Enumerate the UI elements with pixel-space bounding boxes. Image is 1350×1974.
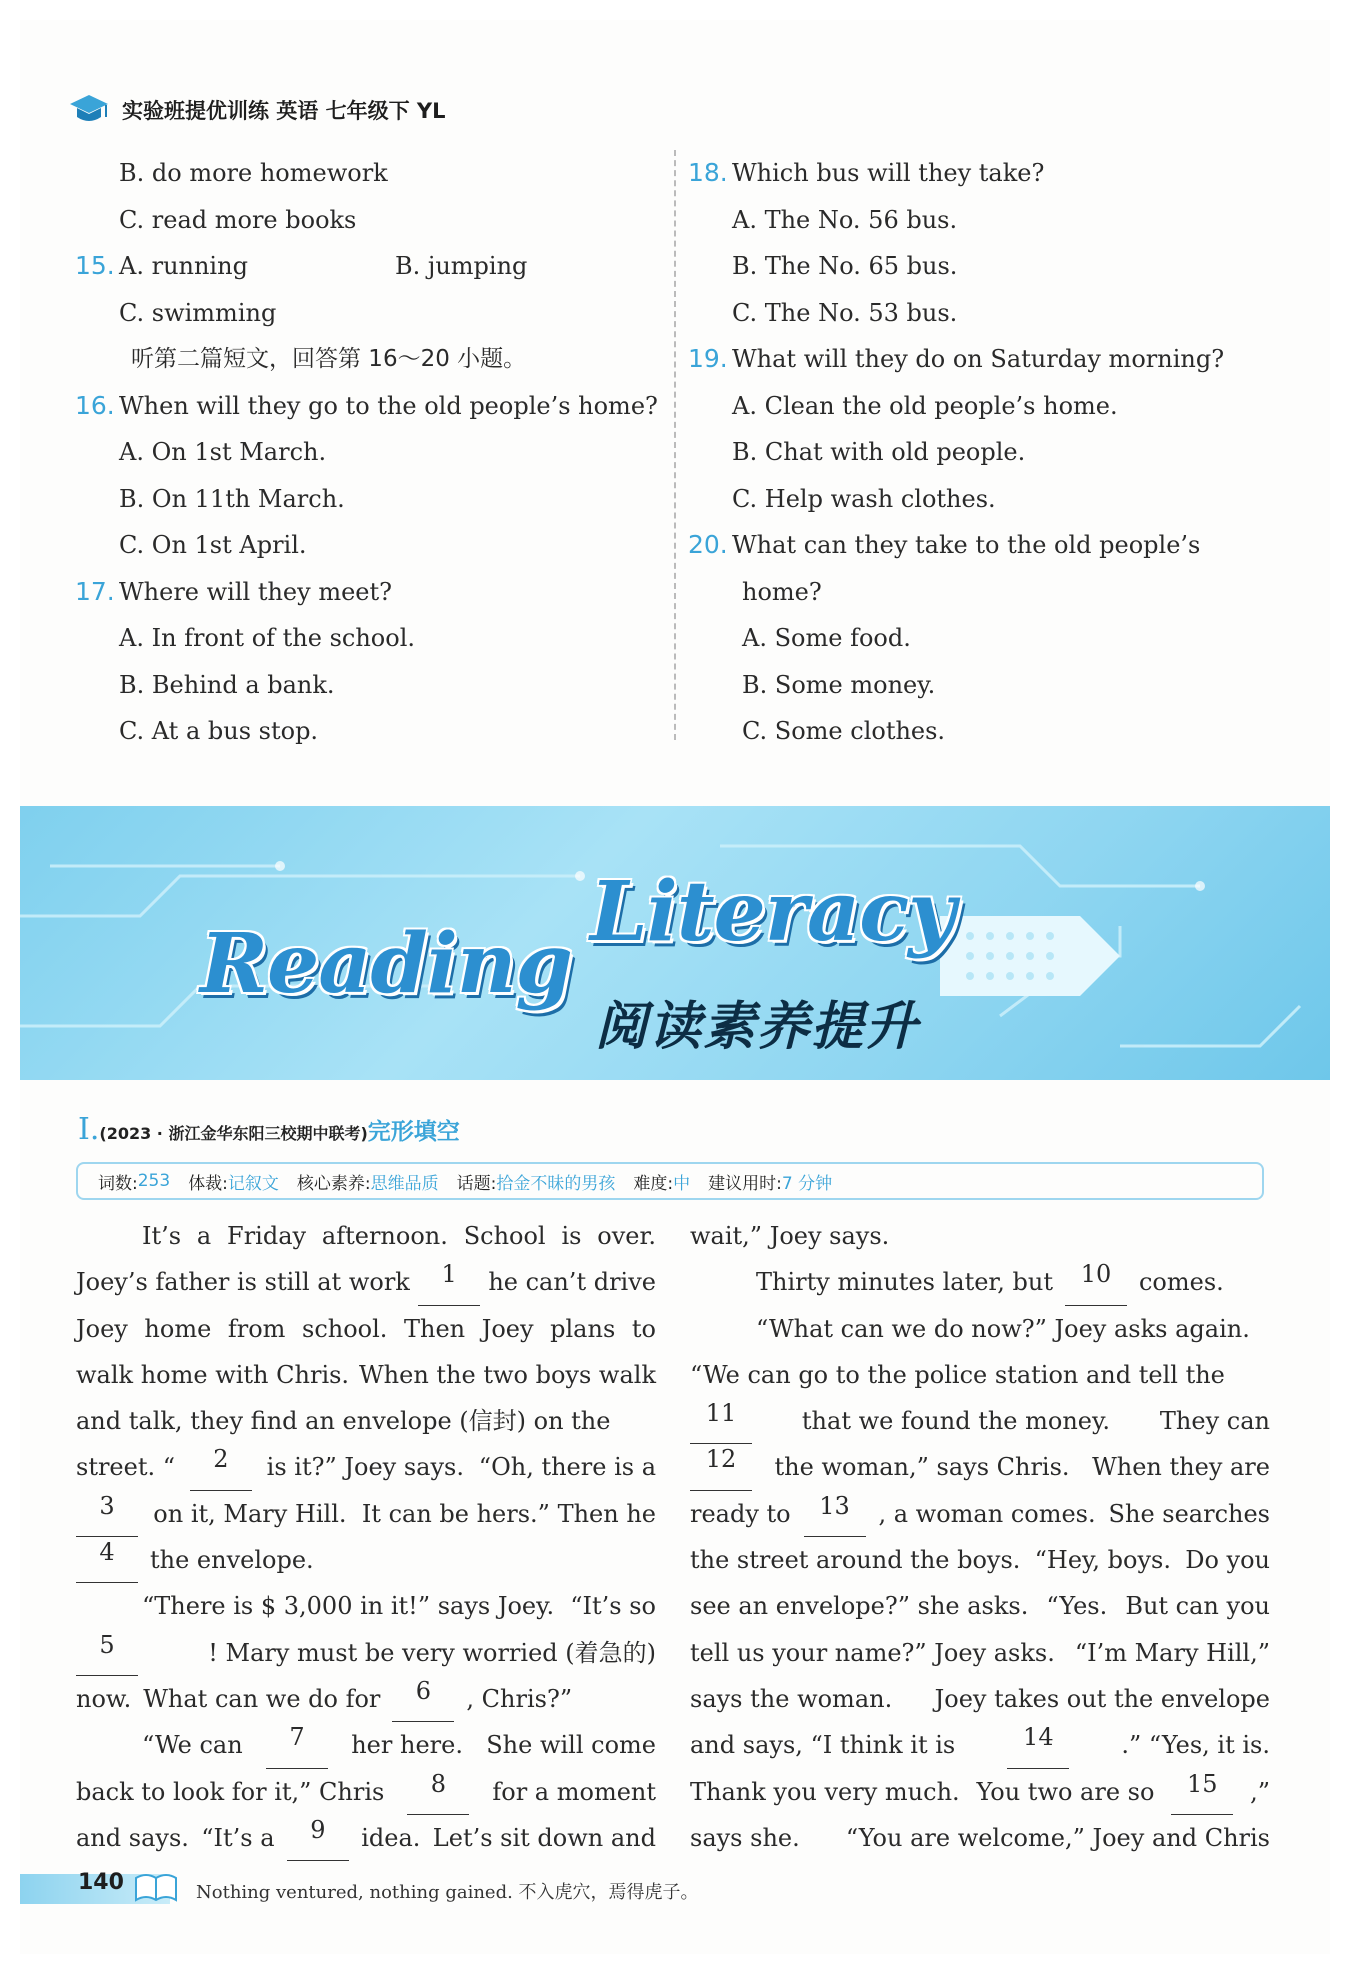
- passage-line: [690, 1491, 1270, 1537]
- passage-line: [76, 1815, 656, 1861]
- passage-text: says she.: [690, 1823, 800, 1852]
- passage-text: to: [631, 1314, 656, 1343]
- question-line: [688, 662, 1278, 709]
- passage-text: Joey: [481, 1314, 534, 1343]
- cloze-blank-1[interactable]: 1: [418, 1259, 480, 1305]
- cloze-blank-10[interactable]: 10: [1065, 1259, 1127, 1305]
- passage-text: “It’s so: [570, 1592, 656, 1621]
- page-footer: [20, 1864, 1330, 1924]
- passage-text: school.: [302, 1314, 388, 1343]
- passage-text: back to look for it,” Chris: [76, 1777, 385, 1806]
- passage-line: [690, 1676, 1270, 1722]
- passage-text: Friday: [227, 1222, 307, 1250]
- question-line: [75, 662, 665, 709]
- passage-text: When the two boys walk: [359, 1360, 656, 1389]
- passage-line: [690, 1213, 1270, 1259]
- cloze-blank-4[interactable]: 4: [76, 1537, 138, 1583]
- passage-text: “There is $ 3,000 in it!” says Joey.: [142, 1592, 555, 1621]
- passage-text: Joey takes out the envelope: [934, 1684, 1270, 1713]
- cloze-blank-15[interactable]: 15: [1171, 1769, 1233, 1815]
- passage-line: [690, 1537, 1270, 1583]
- banner-word-literacy: Literacy: [590, 864, 955, 960]
- question-line: [75, 243, 665, 290]
- passage-line: [690, 1815, 1270, 1861]
- question-number: 19.: [688, 344, 728, 373]
- passage-text: “What can we do now?” Joey asks again.: [756, 1314, 1250, 1343]
- cloze-blank-3[interactable]: 3: [76, 1491, 138, 1537]
- answer-option[interactable]: A. Clean the old people’s home.: [732, 391, 1118, 420]
- passage-text: , a woman comes.: [878, 1499, 1096, 1528]
- question-line: [688, 708, 1278, 755]
- cloze-blank-12[interactable]: 12: [690, 1444, 752, 1490]
- passage-text: Thank you very much.: [690, 1777, 960, 1806]
- question-line: [75, 290, 665, 337]
- answer-option[interactable]: A. Some food.: [742, 624, 911, 652]
- question-line: [688, 290, 1278, 337]
- passage-line: [690, 1352, 1270, 1398]
- question-line: [75, 708, 665, 755]
- passage-text: says the woman.: [690, 1684, 893, 1713]
- question-line: [688, 150, 1278, 197]
- answer-option[interactable]: B. The No. 65 bus.: [732, 252, 958, 280]
- passage-text: the envelope.: [150, 1546, 314, 1575]
- cloze-passage-right: [690, 1213, 1270, 1861]
- cloze-blank-2[interactable]: 2: [190, 1444, 252, 1490]
- section-type: 完形填空: [367, 1119, 460, 1145]
- question-line: [688, 336, 1278, 383]
- passage-line: [76, 1722, 656, 1768]
- passage-text: for a moment: [492, 1777, 656, 1806]
- passage-text: You two are so: [976, 1777, 1155, 1806]
- question-number: 15.: [75, 251, 115, 280]
- passage-text: It can be hers.” Then he: [361, 1499, 656, 1528]
- banner-word-reading: Reading: [200, 916, 572, 1012]
- answer-option[interactable]: C. On 1st April.: [119, 531, 307, 559]
- passage-text: “Hey, boys.: [1034, 1546, 1171, 1575]
- cloze-blank-14[interactable]: 14: [1007, 1722, 1069, 1768]
- page-number: 140: [78, 1870, 124, 1895]
- answer-option[interactable]: C. Help wash clothes.: [732, 484, 996, 513]
- question-line: [75, 522, 665, 569]
- passage-text: Thirty minutes later, but: [756, 1268, 1053, 1297]
- question-line: [688, 429, 1278, 476]
- cloze-blank-7[interactable]: 7: [266, 1722, 328, 1768]
- passage-text: wait,” Joey says.: [690, 1222, 890, 1250]
- passage-text: ready to: [690, 1499, 791, 1528]
- cloze-blank-8[interactable]: 8: [407, 1769, 469, 1815]
- book-title: 实验班提优训练 英语 七年级下 YL: [122, 99, 446, 123]
- answer-option[interactable]: C. The No. 53 bus.: [732, 298, 958, 327]
- question-line: [75, 197, 665, 244]
- passage-line: [76, 1537, 656, 1583]
- passage-line: [76, 1444, 656, 1490]
- question-line: [75, 150, 665, 197]
- passage-text: Do you: [1185, 1546, 1270, 1575]
- banner-chinese-title: 阅读素养提升: [595, 997, 920, 1057]
- cloze-passage-left: [76, 1213, 656, 1861]
- passage-line: [76, 1583, 656, 1629]
- question-line: [75, 429, 665, 476]
- info-key: 核心素养:: [296, 1173, 371, 1194]
- question-line: [688, 197, 1278, 244]
- graduation-cap-icon: [68, 93, 110, 127]
- question-line: [75, 383, 665, 430]
- info-key: 词数:: [98, 1173, 138, 1194]
- open-book-icon: [132, 1866, 180, 1906]
- passage-text: over.: [597, 1222, 656, 1250]
- passage-text: What can we do for: [143, 1684, 381, 1713]
- question-text: What will they do on Saturday morning?: [732, 345, 1225, 373]
- info-value: 中: [673, 1173, 691, 1194]
- info-value: 7 分钟: [781, 1173, 833, 1194]
- question-number: 17.: [75, 576, 115, 606]
- passage-text: “It’s a: [201, 1823, 275, 1852]
- question-line: [688, 522, 1278, 569]
- passage-line: [76, 1630, 656, 1676]
- listening-instruction: 听第二篇短文，回答第 16～20 小题。: [131, 346, 527, 372]
- passage-text: a: [196, 1222, 212, 1250]
- answer-option[interactable]: B. Some money.: [742, 670, 936, 699]
- passage-text: is it?” Joey says.: [266, 1453, 464, 1482]
- passage-text: he can’t drive: [488, 1268, 656, 1297]
- passage-line: [690, 1444, 1270, 1490]
- passage-text: When they are: [1092, 1453, 1270, 1482]
- question-line: [688, 476, 1278, 523]
- info-value: 253: [137, 1171, 171, 1191]
- section-source: (2023 · 浙江金华东阳三校期中联考): [99, 1124, 368, 1143]
- reading-literacy-banner: [20, 806, 1330, 1080]
- question-line: [688, 383, 1278, 430]
- passage-line: [690, 1259, 1270, 1305]
- info-key: 建议用时:: [708, 1173, 782, 1194]
- section-title: [78, 1112, 460, 1147]
- passage-text: School: [463, 1222, 546, 1250]
- passage-text: Joey: [76, 1314, 128, 1343]
- passage-text: It’s: [142, 1222, 182, 1250]
- cloze-blank-6[interactable]: 6: [392, 1676, 454, 1722]
- passage-text: the woman,” says Chris.: [774, 1453, 1070, 1482]
- passage-line: [690, 1398, 1270, 1444]
- cloze-blank-9[interactable]: 9: [287, 1815, 349, 1861]
- passage-line: [690, 1630, 1270, 1676]
- passage-line: [76, 1213, 656, 1259]
- passage-text: now.: [76, 1684, 132, 1713]
- question-line: [688, 615, 1278, 662]
- passage-text: “I’m Mary Hill,”: [1074, 1638, 1270, 1667]
- cloze-blank-5[interactable]: 5: [76, 1630, 138, 1676]
- listening-questions-right: [688, 150, 1278, 755]
- passage-text: see an envelope?” she asks.: [690, 1592, 1029, 1621]
- passage-text: her here.: [351, 1731, 463, 1760]
- passage-text: ! Mary must be very worried (着急的): [208, 1638, 656, 1667]
- passage-text: But can you: [1125, 1592, 1270, 1621]
- passage-text: Let’s sit down and: [432, 1823, 656, 1852]
- question-number: 16.: [75, 390, 115, 420]
- answer-option[interactable]: A. The No. 56 bus.: [732, 205, 958, 234]
- passage-line: [690, 1306, 1270, 1352]
- passage-text: ,”: [1250, 1777, 1270, 1806]
- passage-text: “We can: [142, 1731, 243, 1760]
- listening-questions-left: [75, 150, 665, 755]
- passage-text: home: [144, 1314, 212, 1343]
- passage-text: “You are welcome,” Joey and Chris: [845, 1823, 1270, 1852]
- footer-motto: Nothing ventured, nothing gained. 不入虎穴，焉得虎子。: [196, 1882, 699, 1903]
- question-number: 18.: [688, 158, 728, 187]
- passage-text: afternoon.: [321, 1222, 448, 1250]
- passage-text: “Oh, there is a: [478, 1453, 656, 1482]
- passage-text: She searches: [1108, 1499, 1270, 1528]
- passage-line: [76, 1769, 656, 1815]
- answer-option[interactable]: B. do more homework: [119, 159, 388, 187]
- passage-text: comes.: [1138, 1268, 1224, 1297]
- answer-option[interactable]: C. read more books: [119, 205, 357, 234]
- passage-text: street. “: [76, 1453, 176, 1482]
- passage-line: [690, 1769, 1270, 1815]
- passage-line: [76, 1491, 656, 1537]
- answer-option[interactable]: B. On 11th March.: [119, 484, 345, 513]
- passage-text: They can: [1159, 1407, 1270, 1436]
- answer-option[interactable]: A. On 1st March.: [119, 438, 327, 466]
- answer-option[interactable]: B. Behind a bank.: [119, 670, 335, 699]
- passage-text: .” “Yes, it is.: [1121, 1731, 1270, 1760]
- question-line: [75, 569, 665, 616]
- info-value: 思维品质: [370, 1173, 439, 1194]
- info-key: 话题:: [456, 1173, 497, 1194]
- answer-option[interactable]: C. At a bus stop.: [119, 717, 319, 745]
- passage-text: walk home with Chris.: [76, 1360, 350, 1389]
- passage-text: the street around the boys.: [690, 1546, 1021, 1575]
- question-text: Where will they meet?: [119, 577, 392, 606]
- info-value: 拾金不昧的男孩: [496, 1173, 616, 1194]
- passage-text: from: [227, 1314, 286, 1343]
- page-header: [68, 88, 446, 132]
- cloze-blank-13[interactable]: 13: [804, 1491, 866, 1537]
- passage-line: [76, 1352, 656, 1398]
- passage-text: plans: [550, 1314, 616, 1343]
- question-text: When will they go to the old people’s home?: [119, 391, 658, 420]
- passage-text: idea.: [361, 1823, 421, 1852]
- passage-line: [690, 1722, 1270, 1768]
- passage-text: “We can go to the police station and tell the: [690, 1360, 1225, 1389]
- passage-info-bar: [76, 1162, 1264, 1200]
- passage-text: is: [561, 1222, 582, 1250]
- question-number: 20.: [688, 530, 728, 559]
- passage-line: [76, 1676, 656, 1722]
- question-line: [688, 569, 1278, 616]
- passage-text: and says.: [76, 1823, 189, 1852]
- passage-text: , Chris?”: [466, 1684, 573, 1713]
- question-text: Which bus will they take?: [732, 159, 1045, 187]
- question-line: [75, 336, 665, 383]
- passage-text: Joey’s father is still at work: [76, 1268, 410, 1297]
- question-line: [75, 476, 665, 523]
- question-line: [75, 615, 665, 662]
- answer-option[interactable]: B. jumping: [395, 252, 528, 280]
- answer-option[interactable]: A. In front of the school.: [119, 624, 416, 652]
- answer-option[interactable]: A. running: [119, 252, 248, 280]
- passage-text: that we found the money.: [801, 1407, 1111, 1436]
- passage-text: and talk, they find an envelope (信封) on the: [76, 1407, 611, 1436]
- section-number: Ⅰ.: [78, 1112, 100, 1147]
- answer-option[interactable]: home?: [742, 577, 822, 606]
- passage-text: “Yes.: [1046, 1592, 1108, 1621]
- passage-text: tell us your name?” Joey asks.: [690, 1638, 1055, 1667]
- info-value: 记叙文: [227, 1173, 279, 1194]
- column-divider: [674, 150, 676, 740]
- passage-text: Then: [404, 1314, 466, 1343]
- passage-text: and says, “I think it is: [690, 1731, 956, 1760]
- passage-line: [76, 1259, 656, 1305]
- question-line: [688, 243, 1278, 290]
- answer-option[interactable]: C. Some clothes.: [742, 717, 946, 745]
- info-key: 体裁:: [188, 1173, 228, 1194]
- cloze-blank-11[interactable]: 11: [690, 1398, 752, 1444]
- passage-text: She will come: [486, 1731, 656, 1760]
- question-text: What can they take to the old people’s: [732, 531, 1201, 559]
- passage-text: on it, Mary Hill.: [153, 1499, 347, 1528]
- answer-option[interactable]: C. swimming: [119, 298, 277, 327]
- passage-line: [76, 1306, 656, 1352]
- answer-option[interactable]: B. Chat with old people.: [732, 438, 1026, 466]
- info-key: 难度:: [633, 1173, 674, 1194]
- passage-line: [690, 1583, 1270, 1629]
- passage-line: [76, 1398, 656, 1444]
